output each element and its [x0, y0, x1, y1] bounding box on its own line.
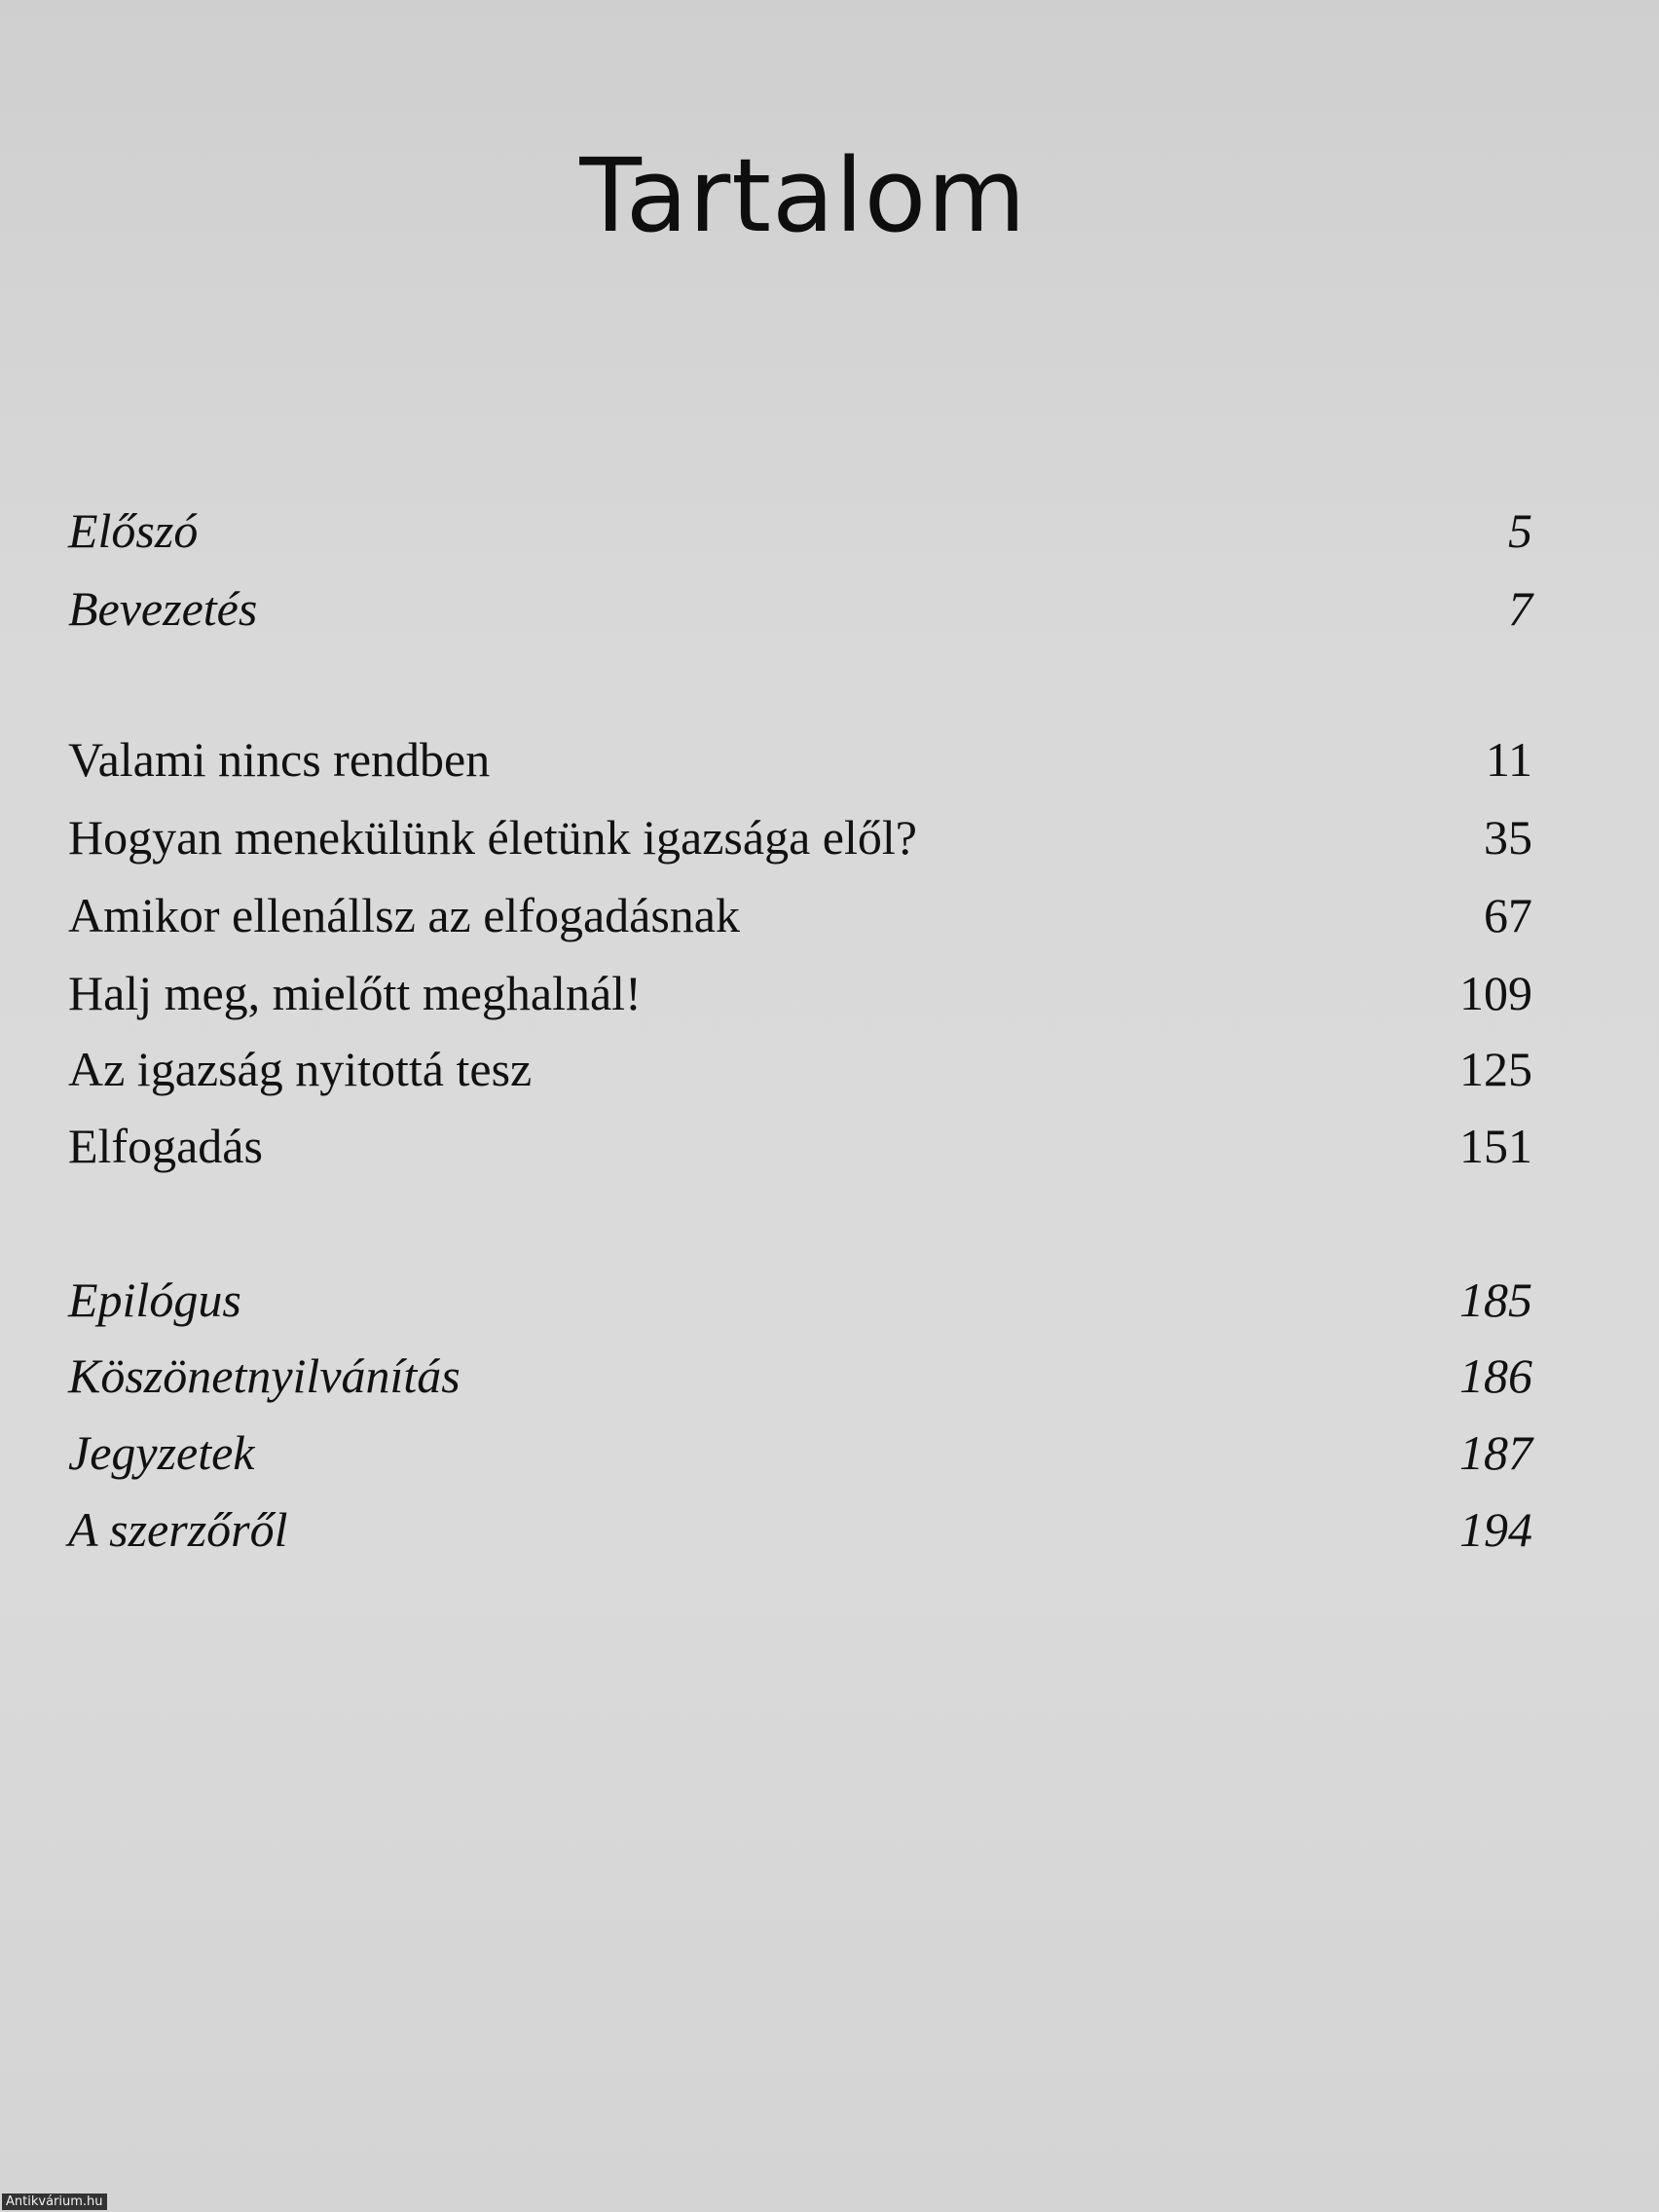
toc-entry-label: Hogyan menekülünk életünk igazsága elől?: [68, 810, 917, 865]
toc-entry-label: Epilógus: [68, 1272, 241, 1327]
toc-entry-page: 185: [1459, 1272, 1532, 1327]
toc-entry-chapter-1: [68, 725, 1532, 793]
toc-entry-chapter-4: [68, 959, 1532, 1027]
toc-entry-epilogue: [68, 1266, 1532, 1334]
toc-entry-page: 67: [1484, 888, 1532, 942]
toc-entry-label: Előszó: [68, 503, 199, 558]
toc-entry-label: Halj meg, mielőtt meghalnál!: [68, 966, 642, 1020]
toc-entry-introduction: [68, 574, 1532, 643]
toc-entry-label: Bevezetés: [68, 581, 258, 636]
toc-entry-page: 151: [1459, 1119, 1532, 1173]
toc-entry-page: 11: [1485, 732, 1532, 787]
toc-entry-chapter-5: [68, 1035, 1532, 1103]
toc-entry-label: Elfogadás: [68, 1119, 263, 1173]
toc-entry-chapter-6: [68, 1112, 1532, 1180]
toc-entry-page: 187: [1459, 1425, 1532, 1480]
toc-entry-chapter-3: [68, 881, 1532, 949]
toc-entry-label: Amikor ellenállsz az elfogadásnak: [68, 888, 740, 942]
toc-entry-page: 194: [1459, 1502, 1532, 1557]
toc-entry-notes: [68, 1419, 1532, 1487]
toc-entry-label: Valami nincs rendben: [68, 732, 491, 787]
toc-entry-page: 186: [1459, 1348, 1532, 1403]
toc-entry-label: A szerzőről: [68, 1502, 288, 1557]
toc-entry-page: 7: [1508, 581, 1532, 636]
toc-entry-acknowledgements: [68, 1342, 1532, 1410]
watermark: Antikvárium.hu: [2, 2194, 107, 2210]
toc-entry-chapter-2: [68, 803, 1532, 871]
toc-entry-label: Jegyzetek: [68, 1425, 255, 1480]
page-title: Tartalom: [579, 135, 1027, 255]
toc-entry-label: Az igazság nyitottá tesz: [68, 1042, 533, 1096]
toc-entry-page: 35: [1484, 810, 1532, 865]
toc-entry-page: 109: [1459, 966, 1532, 1020]
toc-entry-page: 5: [1508, 503, 1532, 558]
toc-entry-about-author: [68, 1495, 1532, 1564]
toc-entry-label: Köszönetnyilvánítás: [68, 1348, 461, 1403]
toc-entry-page: 125: [1459, 1042, 1532, 1096]
toc-entry-foreword: [68, 497, 1532, 565]
